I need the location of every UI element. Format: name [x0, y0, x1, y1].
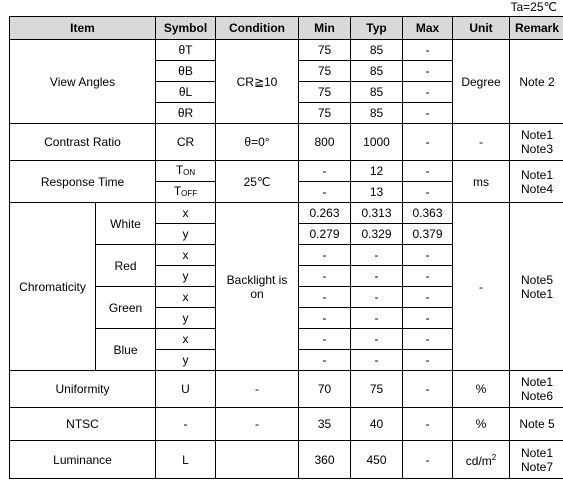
- item-luminance: Luminance: [10, 441, 156, 479]
- min-cell: 75: [299, 103, 351, 124]
- min-cell: 0.279: [299, 224, 351, 245]
- remark-line: Note1: [520, 128, 554, 142]
- color-name-cell: Blue: [96, 329, 156, 371]
- symbol-cell: CR: [156, 124, 216, 161]
- unit-cell: ms: [453, 161, 510, 203]
- remark-line: Note6: [520, 389, 554, 403]
- max-cell: -: [403, 245, 453, 266]
- min-cell: -: [299, 350, 351, 371]
- item-response-time: Response Time: [10, 161, 156, 203]
- typ-cell: 75: [351, 371, 403, 408]
- typ-cell: 0.313: [351, 203, 403, 224]
- min-cell: 75: [299, 82, 351, 103]
- min-cell: -: [299, 329, 351, 350]
- min-cell: -: [299, 287, 351, 308]
- table-row: [10, 203, 563, 224]
- max-cell: -: [403, 61, 453, 82]
- ambient-temperature-note: Ta=25℃: [510, 0, 557, 14]
- remark-cell: [510, 441, 563, 479]
- typ-cell: 450: [351, 441, 403, 479]
- symbol-subscript: ON: [183, 167, 196, 177]
- min-cell: 70: [299, 371, 351, 408]
- max-cell: -: [403, 266, 453, 287]
- typ-cell: 85: [351, 40, 403, 61]
- min-cell: -: [299, 308, 351, 329]
- unit-cell: [453, 441, 510, 479]
- table-row: [10, 371, 563, 408]
- typ-cell: -: [351, 266, 403, 287]
- item-ntsc: NTSC: [10, 408, 156, 441]
- condition-cell: -: [216, 408, 299, 441]
- min-cell: -: [299, 182, 351, 203]
- remark-cell: Note 5: [510, 408, 563, 441]
- typ-cell: 85: [351, 61, 403, 82]
- table-row: [10, 441, 563, 479]
- min-cell: 800: [299, 124, 351, 161]
- max-cell: 0.379: [403, 224, 453, 245]
- symbol-cell: U: [156, 371, 216, 408]
- min-cell: 35: [299, 408, 351, 441]
- symbol-main: T: [173, 183, 182, 198]
- color-name-cell: Green: [96, 287, 156, 329]
- item-uniformity: Uniformity: [10, 371, 156, 408]
- symbol-cell: θR: [156, 103, 216, 124]
- max-cell: -: [403, 441, 453, 479]
- min-cell: 75: [299, 61, 351, 82]
- table-row: [10, 124, 563, 161]
- item-contrast-ratio: Contrast Ratio: [10, 124, 156, 161]
- unit-cell: %: [453, 408, 510, 441]
- remark-line: Note1: [520, 167, 554, 182]
- typ-cell: 0.329: [351, 224, 403, 245]
- typ-cell: 85: [351, 82, 403, 103]
- symbol-cell: θL: [156, 82, 216, 103]
- header-remark: Remark: [510, 17, 563, 40]
- typ-cell: -: [351, 287, 403, 308]
- symbol-cell: θB: [156, 61, 216, 82]
- max-cell: -: [403, 371, 453, 408]
- table-row: [10, 408, 563, 441]
- max-cell: -: [403, 103, 453, 124]
- remark-cell: [510, 161, 563, 203]
- max-cell: -: [403, 287, 453, 308]
- remark-line: Note3: [520, 142, 554, 156]
- typ-cell: -: [351, 329, 403, 350]
- remark-line: Note1: [520, 445, 554, 460]
- header-condition: Condition: [216, 17, 299, 40]
- unit-cell: -: [453, 124, 510, 161]
- symbol-cell: L: [156, 441, 216, 479]
- symbol-cell: [156, 182, 216, 203]
- color-name-cell: White: [96, 203, 156, 245]
- condition-cell: CR≧10: [216, 40, 299, 124]
- symbol-cell: x: [156, 329, 216, 350]
- remark-line: Note7: [520, 459, 554, 474]
- typ-cell: 13: [351, 182, 403, 203]
- symbol-cell: y: [156, 266, 216, 287]
- min-cell: -: [299, 245, 351, 266]
- symbol-cell: -: [156, 408, 216, 441]
- typ-cell: 40: [351, 408, 403, 441]
- remark-line: Note1: [520, 286, 554, 301]
- max-cell: -: [403, 350, 453, 371]
- symbol-cell: y: [156, 350, 216, 371]
- unit-cell: Degree: [453, 40, 510, 124]
- min-cell: 360: [299, 441, 351, 479]
- typ-cell: 12: [351, 161, 403, 182]
- min-cell: 75: [299, 40, 351, 61]
- symbol-cell: x: [156, 287, 216, 308]
- unit-base: cd/m: [465, 454, 492, 468]
- optical-spec-table: [9, 16, 563, 479]
- remark-line: Note4: [520, 181, 554, 196]
- max-cell: -: [403, 408, 453, 441]
- max-cell: -: [403, 82, 453, 103]
- typ-cell: -: [351, 245, 403, 266]
- header-row: [10, 17, 563, 40]
- symbol-cell: x: [156, 245, 216, 266]
- remark-cell: [510, 371, 563, 408]
- item-view-angles: View Angles: [10, 40, 156, 124]
- unit-cell: %: [453, 371, 510, 408]
- condition-line: Backlight is: [226, 272, 288, 287]
- symbol-cell: θT: [156, 40, 216, 61]
- typ-cell: -: [351, 308, 403, 329]
- max-cell: -: [403, 308, 453, 329]
- symbol-cell: [156, 161, 216, 182]
- condition-cell: [216, 203, 299, 371]
- header-min: Min: [299, 17, 351, 40]
- max-cell: -: [403, 40, 453, 61]
- symbol-subscript: OFF: [181, 188, 198, 198]
- max-cell: -: [403, 161, 453, 182]
- header-unit: Unit: [453, 17, 510, 40]
- remark-cell: Note 2: [510, 40, 563, 124]
- unit-superscript: 2: [491, 453, 497, 462]
- typ-cell: 85: [351, 103, 403, 124]
- remark-line: Note5: [520, 272, 554, 287]
- max-cell: -: [403, 329, 453, 350]
- condition-line: on: [250, 286, 264, 301]
- header-typ: Typ: [351, 17, 403, 40]
- remark-cell: [510, 124, 563, 161]
- min-cell: -: [299, 161, 351, 182]
- table-row: [10, 40, 563, 61]
- table-row: [10, 161, 563, 182]
- symbol-cell: y: [156, 308, 216, 329]
- min-cell: -: [299, 266, 351, 287]
- symbol-main: T: [175, 162, 184, 177]
- condition-cell: 25℃: [216, 161, 299, 203]
- header-item: Item: [10, 17, 156, 40]
- typ-cell: 1000: [351, 124, 403, 161]
- typ-cell: -: [351, 350, 403, 371]
- max-cell: -: [403, 182, 453, 203]
- condition-cell: [216, 441, 299, 479]
- unit-cell: -: [453, 203, 510, 371]
- remark-cell: [510, 203, 563, 371]
- symbol-cell: x: [156, 203, 216, 224]
- header-max: Max: [403, 17, 453, 40]
- remark-line: Note1: [520, 375, 554, 389]
- color-name-cell: Red: [96, 245, 156, 287]
- header-symbol: Symbol: [156, 17, 216, 40]
- max-cell: 0.363: [403, 203, 453, 224]
- min-cell: 0.263: [299, 203, 351, 224]
- item-chromaticity: Chromaticity: [10, 203, 96, 371]
- condition-cell: θ=0°: [216, 124, 299, 161]
- max-cell: -: [403, 124, 453, 161]
- symbol-cell: y: [156, 224, 216, 245]
- condition-cell: -: [216, 371, 299, 408]
